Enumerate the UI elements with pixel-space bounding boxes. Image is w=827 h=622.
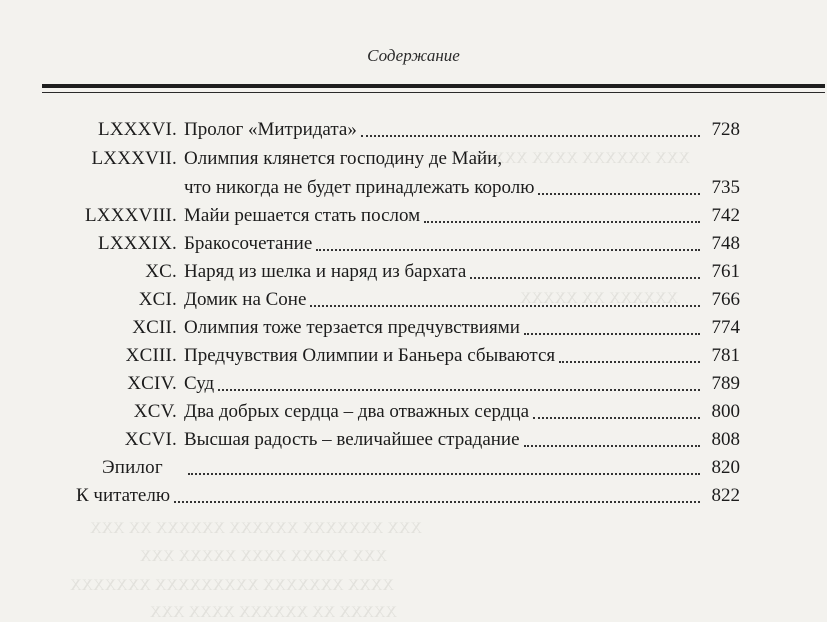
chapter-number: XCVI. — [124, 429, 177, 450]
leader-dots — [188, 459, 700, 475]
page-number: 820 — [711, 457, 740, 478]
leader-dots — [310, 291, 700, 307]
toc-entry — [0, 202, 827, 230]
chapter-title: Высшая радость – величайшее страдание — [184, 429, 520, 450]
header-rule-thick — [42, 84, 825, 88]
page-number: 728 — [711, 119, 740, 140]
chapter-title: Олимпия клянется господину де Майи, — [184, 148, 503, 169]
chapter-title: Майи решается стать послом — [184, 205, 421, 226]
chapter-title: Олимпия тоже терзается предчувствиями — [184, 317, 520, 338]
leader-dots — [218, 375, 700, 391]
leader-dots — [470, 263, 700, 279]
toc-entry — [0, 342, 827, 370]
toc-line — [184, 398, 740, 426]
chapter-number: XCIII. — [125, 345, 177, 366]
page-number: 808 — [711, 429, 740, 450]
page-number: 735 — [711, 177, 740, 198]
page-number: 742 — [711, 205, 740, 226]
toc-line — [184, 342, 740, 370]
chapter-title: Предчувствия Олимпии и Баньера сбываются — [184, 345, 556, 366]
toc-entry — [0, 230, 827, 258]
chapter-title-continued: что никогда не будет принадлежать королю — [184, 177, 535, 198]
toc-entry — [0, 145, 827, 173]
toc-entry-afterword — [0, 482, 827, 510]
toc-line — [184, 174, 740, 202]
toc-entry — [0, 286, 827, 314]
chapter-number: XCII. — [132, 317, 177, 338]
chapter-title: Два добрых сердца – два отважных сердца — [184, 401, 530, 422]
chapter-number: XC. — [145, 261, 177, 282]
chapter-number: XCV. — [133, 401, 177, 422]
toc-line — [76, 482, 740, 510]
bleed-through-text: ХХХ ХХХХХХ ХХХХ ХХХХХ ХХХХХХ ХХ ХХХХХ ХХХ ХХХХХХХ ХХХХХХ ХХХХХХ ХХ ХХХ ХХХ ХХХХХ ХХХХ ХХХХХ ХХХ ХХХХ ХХХХХХХ ХХХХХХХХХ ХХХХХХХ ХХХХХ ХХ ХХХХХХ ХХХХ ХХХ — [70, 150, 690, 621]
page-number: 822 — [711, 485, 740, 506]
toc-line — [184, 426, 740, 454]
chapter-number: LXXXIX. — [98, 233, 177, 254]
leader-dots — [533, 403, 700, 419]
toc-entry — [0, 398, 827, 426]
leader-dots — [174, 487, 700, 503]
leader-dots — [524, 319, 700, 335]
header-rule-thin — [42, 92, 825, 93]
chapter-number: XCIV. — [127, 373, 177, 394]
chapter-title: Бракосочетание — [184, 233, 313, 254]
chapter-title: Суд — [184, 373, 215, 394]
toc-line — [184, 370, 740, 398]
page-title: Содержание — [367, 46, 460, 65]
toc-entry — [0, 370, 827, 398]
toc-line — [184, 286, 740, 314]
chapter-number: XCI. — [138, 289, 177, 310]
page-number: 774 — [711, 317, 740, 338]
leader-dots — [559, 347, 700, 363]
chapter-title: К читателю — [76, 485, 171, 506]
toc-entry-continued — [0, 174, 827, 202]
page-number: 781 — [711, 345, 740, 366]
toc-line — [184, 116, 740, 144]
chapter-title: Домик на Соне — [184, 289, 307, 310]
leader-dots — [538, 179, 700, 195]
page-number: 766 — [711, 289, 740, 310]
toc-line — [184, 314, 740, 342]
toc-entry-epilogue — [0, 454, 827, 482]
toc-entry — [0, 258, 827, 286]
toc-line — [184, 258, 740, 286]
leader-dots — [361, 121, 700, 137]
leader-dots — [316, 235, 700, 251]
toc-entry — [0, 116, 827, 144]
page-number: 748 — [711, 233, 740, 254]
page-number: 800 — [711, 401, 740, 422]
page-number: 761 — [711, 261, 740, 282]
toc-line — [184, 145, 740, 173]
epilogue-label: Эпилог — [102, 457, 163, 478]
leader-dots — [424, 207, 700, 223]
chapter-number: LXXXVIII. — [84, 205, 177, 226]
chapter-title: Наряд из шелка и наряд из бархата — [184, 261, 467, 282]
chapter-number: LXXXVI. — [98, 119, 177, 140]
chapter-title: Пролог «Митридата» — [184, 119, 357, 140]
toc-entry — [0, 426, 827, 454]
toc-entry — [0, 314, 827, 342]
toc-line — [184, 454, 740, 482]
toc-line — [184, 230, 740, 258]
chapter-number: LXXXVII. — [91, 148, 177, 169]
page-number: 789 — [711, 373, 740, 394]
toc-line — [184, 202, 740, 230]
leader-dots — [524, 431, 700, 447]
